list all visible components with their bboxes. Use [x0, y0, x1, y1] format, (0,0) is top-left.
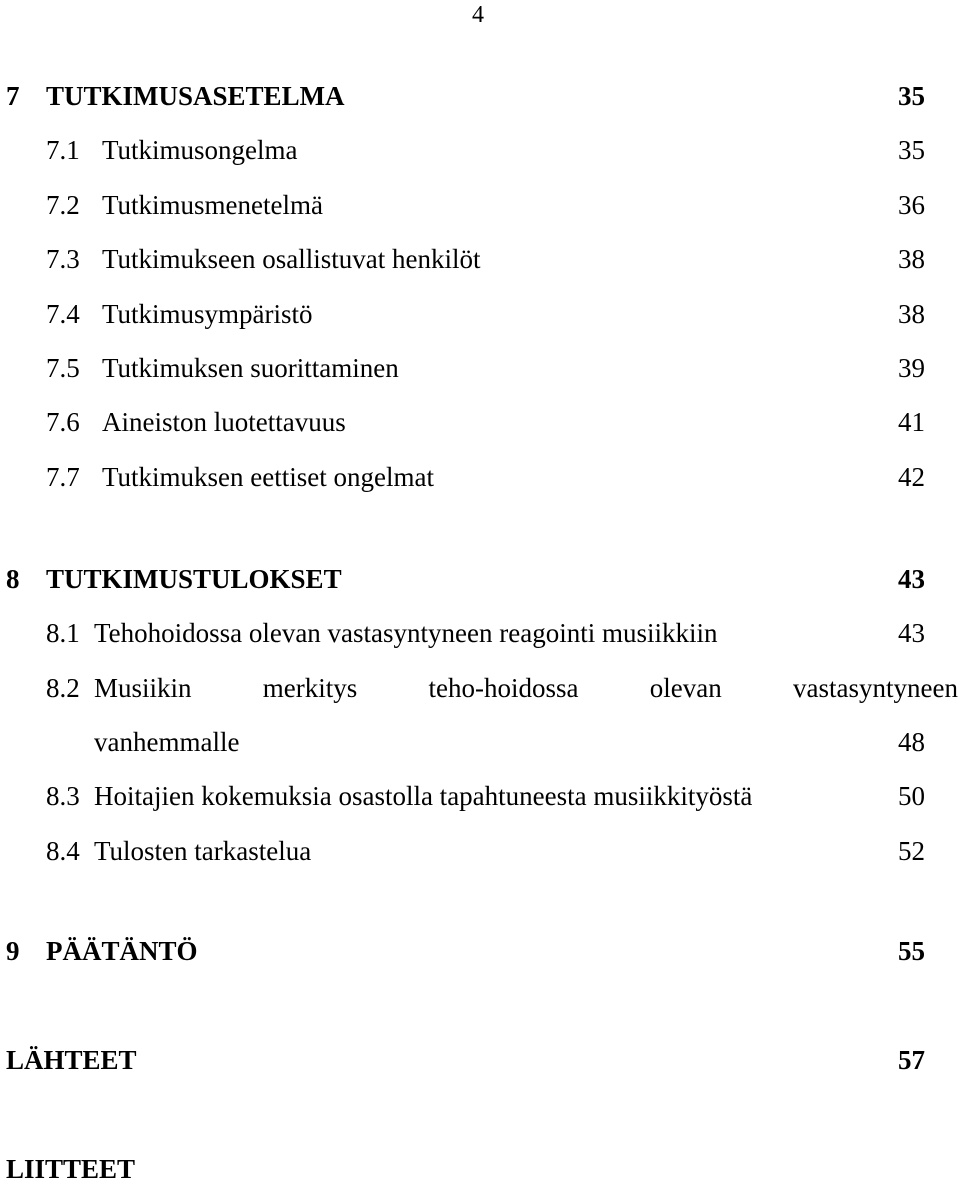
- toc-number: 7.6: [46, 407, 80, 437]
- toc-entry-8-2-continuation[interactable]: [0, 724, 960, 760]
- toc-title: Aineiston luotettavuus: [102, 407, 346, 437]
- toc-entry-7-4[interactable]: [0, 296, 960, 332]
- toc-page: 52: [898, 836, 925, 866]
- toc-title: Tutkimuksen eettiset ongelmat: [102, 462, 434, 492]
- toc-title-word: vastasyntyneen: [793, 673, 958, 703]
- toc-entry-7-6[interactable]: [0, 404, 960, 440]
- toc-title-word: teho-hoidossa: [428, 673, 579, 703]
- toc-title: LÄHTEET: [6, 1045, 137, 1075]
- toc-entry-liitteet[interactable]: [0, 1151, 960, 1187]
- toc-title: Tehohoidossa olevan vastasyntyneen reagointi musiikkiin: [94, 618, 718, 648]
- toc-entry-chapter-7[interactable]: [0, 78, 960, 114]
- toc-entry-chapter-8[interactable]: [0, 561, 960, 597]
- toc-title-word: olevan: [649, 673, 722, 703]
- toc-entry-8-4[interactable]: [0, 833, 960, 869]
- toc-title-line-1: [94, 670, 958, 706]
- toc-number: 7.1: [46, 135, 80, 165]
- toc-entry-lahteet[interactable]: [0, 1042, 960, 1078]
- toc-entry-7-3[interactable]: [0, 241, 960, 277]
- toc-page: 48: [898, 727, 925, 757]
- toc-entry-7-5[interactable]: [0, 350, 960, 386]
- toc-page: 35: [898, 81, 925, 111]
- toc-number: 9: [6, 936, 20, 966]
- toc-title-word: merkitys: [262, 673, 358, 703]
- toc-page: 38: [898, 244, 925, 274]
- toc-title: Tutkimuksen suorittaminen: [102, 353, 399, 383]
- toc-title: Tutkimusympäristö: [102, 299, 313, 329]
- toc-title: Tutkimusmenetelmä: [102, 190, 323, 220]
- toc-number: 8.2: [46, 673, 80, 703]
- toc-title: TUTKIMUSTULOKSET: [46, 564, 342, 594]
- toc-entry-8-1[interactable]: [0, 615, 960, 651]
- toc-number: 8: [6, 564, 20, 594]
- toc-title: Tutkimusongelma: [102, 135, 298, 165]
- toc-page: 42: [898, 462, 925, 492]
- toc-title: TUTKIMUSASETELMA: [46, 81, 345, 111]
- toc-page: 57: [898, 1045, 925, 1075]
- toc-number: 8.1: [46, 618, 80, 648]
- toc-entry-8-2[interactable]: [0, 670, 960, 706]
- toc-title-word: Musiikin: [94, 673, 192, 703]
- toc-entry-7-7[interactable]: [0, 459, 960, 495]
- toc-title: LIITTEET: [6, 1154, 136, 1184]
- toc-entry-chapter-9[interactable]: [0, 933, 960, 969]
- toc-page: 39: [898, 353, 925, 383]
- toc-number: 7.7: [46, 462, 80, 492]
- page-number: 4: [472, 2, 484, 28]
- toc-page: 35: [898, 135, 925, 165]
- toc-number: 7.4: [46, 299, 80, 329]
- toc-number: 7: [6, 81, 20, 111]
- toc-page: 50: [898, 781, 925, 811]
- toc-entry-7-2[interactable]: [0, 187, 960, 223]
- toc-number: 7.3: [46, 244, 80, 274]
- toc-page: 36: [898, 190, 925, 220]
- toc-title: Hoitajien kokemuksia osastolla tapahtuneesta musiikkityöstä: [94, 781, 753, 811]
- toc-page: 43: [898, 618, 925, 648]
- toc-number: 7.2: [46, 190, 80, 220]
- toc-page: 43: [898, 564, 925, 594]
- toc-number: 8.4: [46, 836, 80, 866]
- toc-page: 55: [898, 936, 925, 966]
- toc-number: 7.5: [46, 353, 80, 383]
- toc-page: 38: [898, 299, 925, 329]
- toc-number: 8.3: [46, 781, 80, 811]
- toc-title: Tutkimukseen osallistuvat henkilöt: [102, 244, 481, 274]
- toc-page: 41: [898, 407, 925, 437]
- toc-entry-8-3[interactable]: [0, 778, 960, 814]
- toc-entry-7-1[interactable]: [0, 132, 960, 168]
- toc-title: Tulosten tarkastelua: [94, 836, 312, 866]
- toc-title-line-2: vanhemmalle: [94, 727, 240, 757]
- toc-title: PÄÄTÄNTÖ: [46, 936, 198, 966]
